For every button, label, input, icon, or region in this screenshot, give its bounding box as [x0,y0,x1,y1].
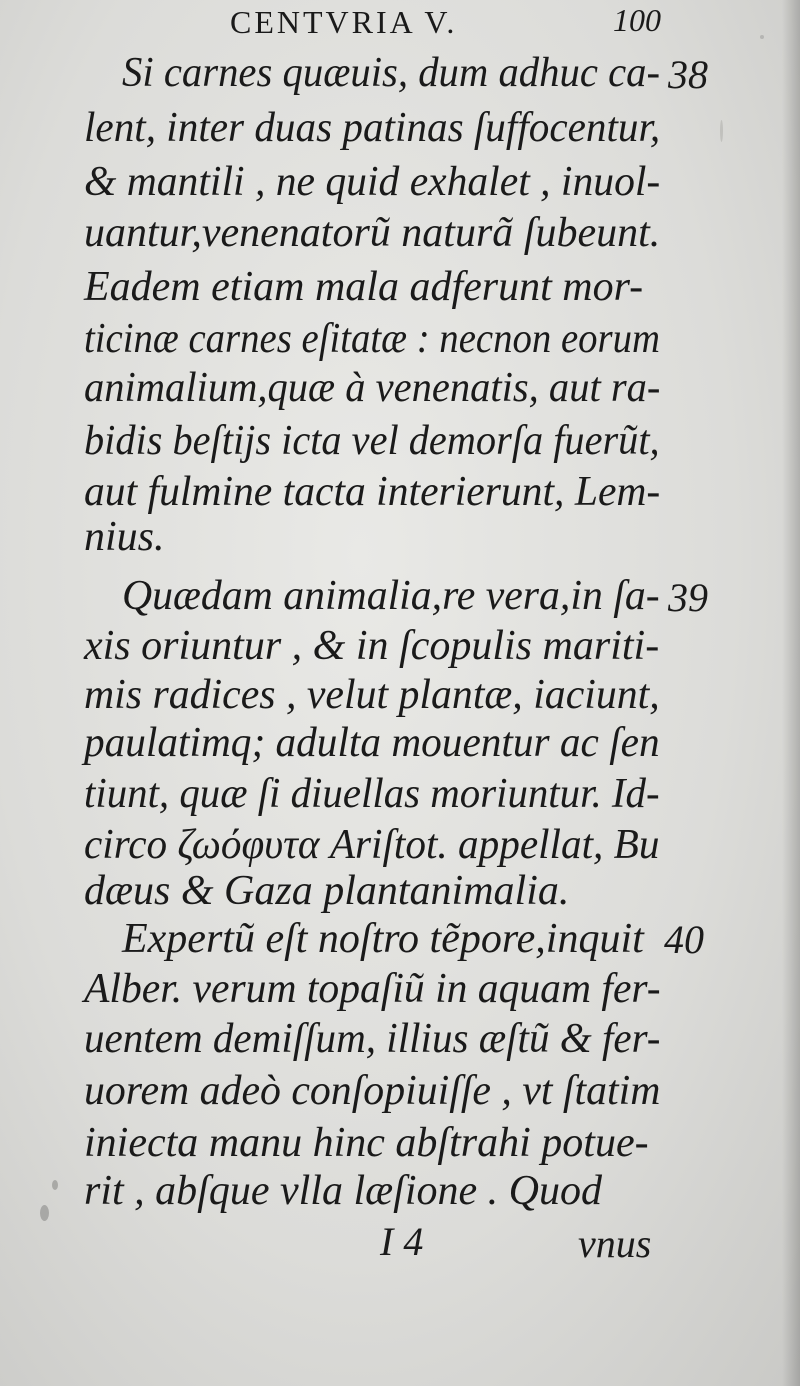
text-line: dæus & Gaza plantanimalia. [84,868,570,914]
paper-speck [52,1180,58,1190]
text-line: uantur,venenatorũ naturã ſubeunt. [84,210,661,256]
text-line: iniecta manu hinc abſtrahi potue- [84,1120,649,1166]
text-line: ticinæ carnes eſitatæ : necnon eorum [84,316,661,362]
signature-mark: I 4 [380,1219,424,1264]
paper-speck [40,1205,49,1221]
text-line: uentem demiſſum, illius æſtũ & fer- [84,1016,661,1062]
paragraph-number: 38 [668,52,708,97]
text-line: tiunt, quæ ſi diuellas moriuntur. Id- [84,771,660,817]
text-line: & mantili , ne quid exhalet , inuol- [84,159,661,205]
text-line: nius. [84,514,165,560]
paragraph-number: 40 [664,917,704,962]
text-line: mis radices , velut plantæ, iaciunt, [84,672,660,718]
text-line: lent, inter duas patinas ſuffocentur, [84,105,661,151]
text-line: Quædam animalia,re vera,in ſa- [122,573,660,619]
paper-speck [760,35,764,39]
text-line: aut fulmine tacta interierunt, Lem- [84,469,661,515]
text-line: xis oriuntur , & in ſcopulis mariti- [84,623,660,669]
text-line: circo ζωόφυτα Ariſtot. appellat, Bu [84,822,660,868]
text-line: Alber. verum topaſiũ in aquam fer- [84,966,661,1012]
text-line: bidis beſtijs icta vel demorſa fuerũt, [84,418,660,464]
text-line: Expertũ eſt noſtro tẽpore,inquit [122,916,644,962]
catchword: vnus [578,1221,652,1266]
text-line: paulatimq; adulta mouentur ac ſen [84,720,660,766]
text-line: Si carnes quæuis, dum adhuc ca- [122,50,661,96]
text-line: animalium,quæ à venenatis, aut ra- [84,365,661,411]
page-edge-shadow [782,0,800,1386]
text-line: uorem adeò conſopiuiſſe , vt ſtatim [84,1068,661,1114]
paragraph-number: 39 [668,575,708,620]
paper-speck [720,120,723,142]
text-line: rit , abſque vlla læſione . Quod [84,1168,602,1214]
text-line: Eadem etiam mala adferunt mor- [84,264,644,310]
running-title: CENTVRIA V. [230,4,458,40]
page-number: 100 [613,2,661,38]
